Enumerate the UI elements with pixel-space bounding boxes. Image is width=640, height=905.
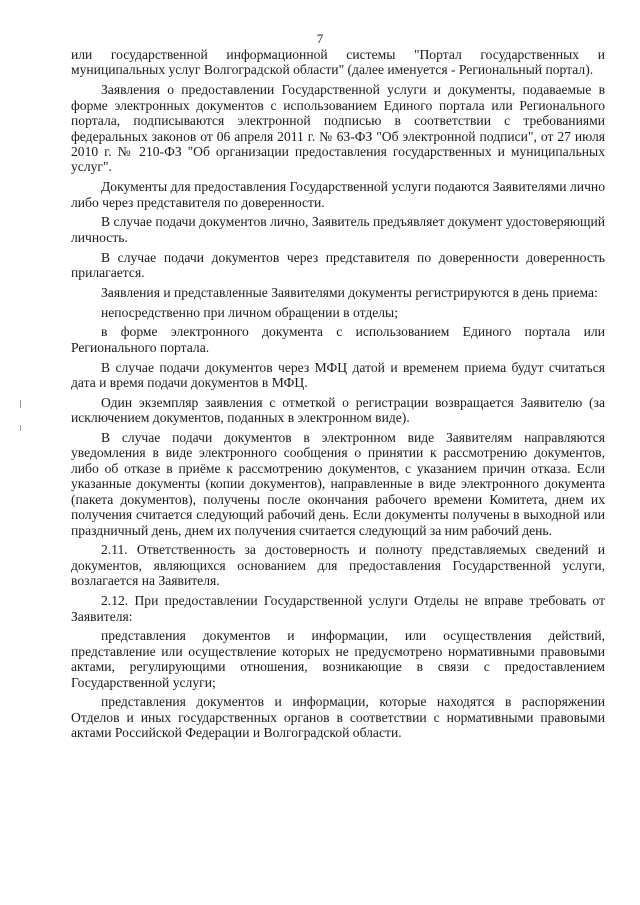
page-number: 7 bbox=[316, 31, 324, 46]
paragraph-registration-in-person: непосредственно при личном обращении в отделы; bbox=[101, 304, 398, 320]
paragraph-personal-submission: В случае подачи документов лично, Заявитель предъявляет документ удостоверяющий личность. bbox=[71, 214, 605, 245]
scan-margin-mark bbox=[20, 400, 21, 408]
paragraph-registration-electronic: в форме электронного документа с использованием Единого портала или Регионального портала. bbox=[71, 324, 605, 355]
paragraph-prohibited-requirement-2: представления документов и информации, которые находятся в распоряжении Отделов и иных государственных органов в соответствии с нормативными правовыми актами Российской Федерации и Волгоградской области. bbox=[71, 694, 605, 741]
paragraph-portal-continuation: или государственной информационной системы "Портал государственных и муниципальных услуг Волгоградской области" (далее именуется - Региональный портал). bbox=[71, 47, 605, 78]
paragraph-section-2-11: 2.11. Ответственность за достоверность и полноту представляемых сведений и документов, являющихся основанием для предоставления Государственной услуги, возлагается на Заявителя. bbox=[71, 542, 605, 589]
paragraph-section-2-12: 2.12. При предоставлении Государственной услуги Отделы не вправе требовать от Заявителя: bbox=[71, 593, 605, 624]
paragraph-electronic-notifications: В случае подачи документов в электронном виде Заявителям направляются уведомления в виде электронного сообщения о принятии к рассмотрению документов, либо об отказе в приёме к рассмотрению документов, с указанием причин отказа. Если указанные документы (копии документов), направленные в виде электронного документа (пакета документов), получены после окончания рабочего времени Комитета, днем их получения считается следующий рабочий день. Если документы получены в выходной или праздничный день, днем их получения считается следующий за ним рабочий день. bbox=[71, 429, 605, 538]
paragraph-representative-submission: В случае подачи документов через представителя по доверенности доверенность прилагается. bbox=[71, 249, 605, 281]
paragraph-registration: Заявления и представленные Заявителями документы регистрируются в день приема: bbox=[101, 284, 598, 300]
paragraph-prohibited-requirement-1: представления документов и информации, или осуществления действий, представление или осуществление которых не предусмотрено нормативными правовыми актами, регулирующими отношения, возникающие в связи с предоставлением Государственной услуги; bbox=[71, 628, 605, 690]
scan-margin-mark bbox=[20, 425, 21, 431]
paragraph-mfc-submission: В случае подачи документов через МФЦ датой и временем приема будут считаться дата и время подачи документов в МФЦ. bbox=[71, 359, 605, 390]
document-body bbox=[71, 47, 605, 745]
paragraph-electronic-signature: Заявления о предоставлении Государственной услуги и документы, подаваемые в форме электронных документов с использованием Единого портала или Регионального портала, подписываются электронной подписью в соответствии с требованиями федеральных законов от 06 апреля 2011 г. № 63-ФЗ "Об электронной подписи", от 27 июля 2010 г. № 210-ФЗ "Об организации предоставления государственных и муниципальных услуг". bbox=[71, 82, 605, 175]
paragraph-copy-returned: Один экземпляр заявления с отметкой о регистрации возвращается Заявителю (за исключением документов, поданных в электронном виде). bbox=[71, 394, 605, 426]
paragraph-submission-method: Документы для предоставления Государственной услуги подаются Заявителями лично либо через представителя по доверенности. bbox=[71, 179, 605, 210]
